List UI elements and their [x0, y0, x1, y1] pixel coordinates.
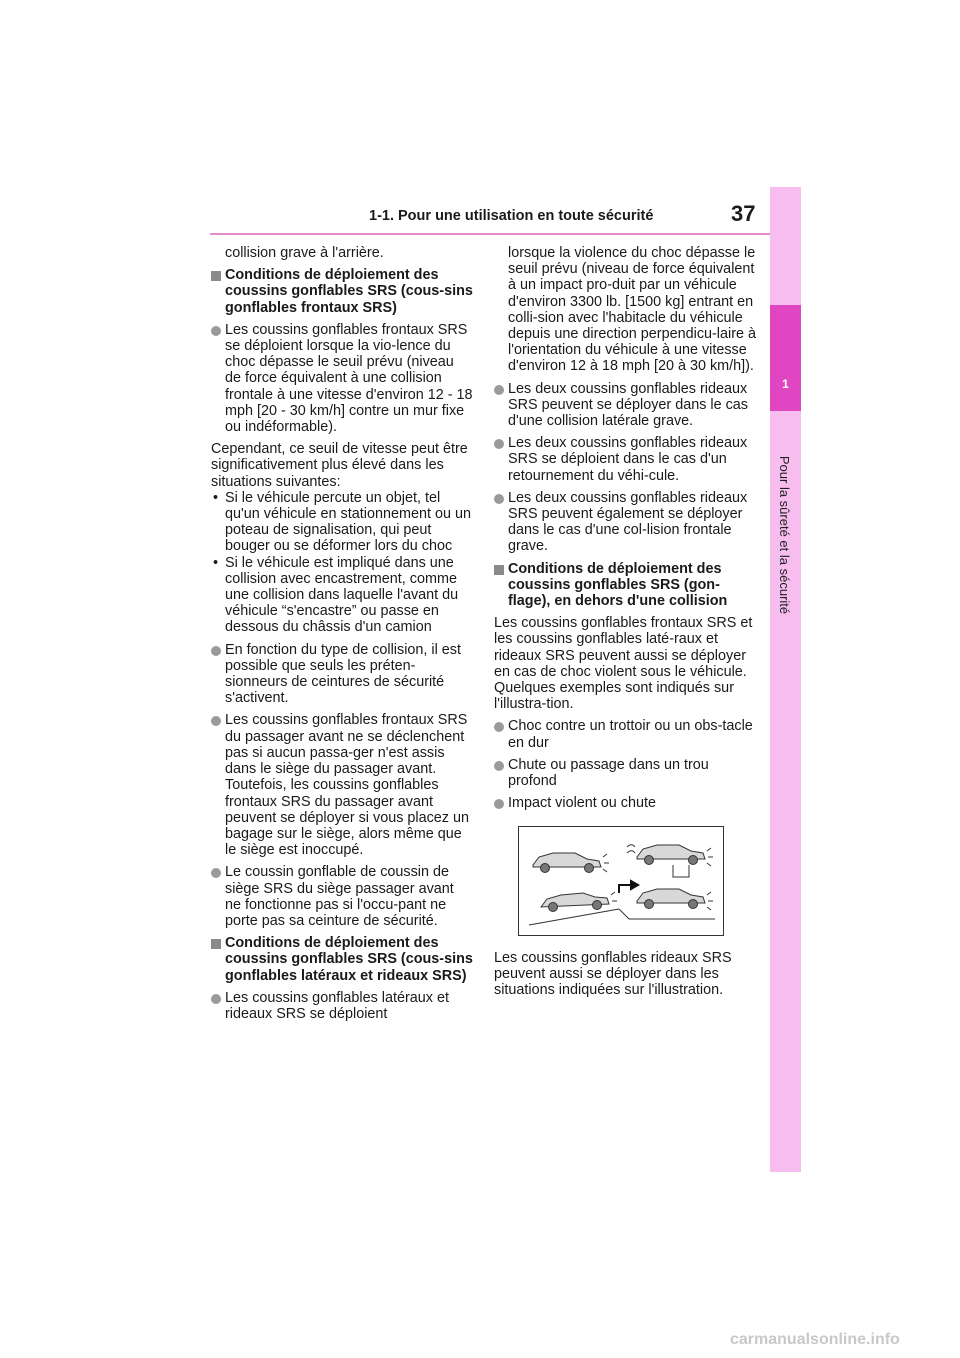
section-title: 1-1. Pour une utilisation en toute sécurité	[369, 208, 654, 224]
bullet-item: Les coussins gonflables latéraux et rideaux SRS se déploient	[211, 990, 473, 1022]
square-bullet-icon	[211, 939, 221, 949]
side-tab-section	[770, 305, 801, 411]
right-column	[494, 245, 756, 1004]
square-bullet-icon	[211, 271, 221, 281]
sub-item: • Si le véhicule est impliqué dans une collision avec encastrement, comme une collision dans laquelle l'avant du véhicule “s'encastre” ou passe en dessous du châssis d'un camion	[213, 554, 459, 636]
paragraph: Cependant, ce seuil de vitesse peut être significativement plus élevé dans les situations suivantes:	[211, 441, 468, 490]
bullet-item: Chute ou passage dans un trou profond	[494, 757, 756, 789]
impact-illustration	[518, 826, 724, 936]
dot-bullet-icon	[494, 385, 504, 395]
dot-bullet-icon	[211, 994, 221, 1004]
paragraph: collision grave à l'arrière.	[225, 245, 384, 261]
sub-bullet-icon: •	[213, 554, 219, 571]
bullet-item: Les coussins gonflables frontaux SRS se déploient lorsque la vio-lence du choc dépasse le seuil prévu (niveau de force équivalent à une collision frontale à une vitesse d'environ 12 - 18 mph [20 - 30 km/h] contre un mur fixe ou indéformable).	[211, 322, 473, 435]
section-heading: Conditions de déploiement des coussins gonflables SRS (cous-sins gonflables frontaux SRS)	[211, 267, 473, 316]
arrow-right-icon	[619, 881, 638, 893]
car-impact-diagram	[519, 827, 723, 935]
section-heading: Conditions de déploiement des coussins gonflables SRS (gon-flage), en dehors d'une collision	[494, 561, 756, 610]
page-number: 37	[731, 201, 756, 226]
car-landing-icon	[619, 889, 715, 919]
paragraph: lorsque la violence du choc dépasse le seuil prévu (niveau de force équivalent à un impact pro-duit par un véhicule d'environ 3300 lb. [1500 kg] entrant en colli-sion avec l'habitacle du véhicule depuis une direction perpendicu-laire à l'orientation du véhicule à une vitesse d'environ 12 à 18 mph [20 à 30 km/h]).	[508, 245, 756, 375]
dot-bullet-icon	[211, 646, 221, 656]
car-slope-icon	[529, 892, 619, 925]
dot-bullet-icon	[494, 494, 504, 504]
dot-bullet-icon	[494, 799, 504, 809]
dot-bullet-icon	[211, 868, 221, 878]
bullet-item: Choc contre un trottoir ou un obs-tacle en dur	[494, 718, 756, 750]
paragraph: Les coussins gonflables rideaux SRS peuvent aussi se déployer dans les situations indiquées sur l'illustration.	[494, 949, 732, 998]
header-rule	[210, 233, 770, 235]
side-tab-label: Pour la sûreté et la sécurité	[777, 455, 793, 615]
bullet-item: Les deux coussins gonflables rideaux SRS peuvent également se déployer dans le cas d'une col-lision frontale grave.	[494, 490, 756, 555]
dot-bullet-icon	[494, 439, 504, 449]
sub-bullet-icon: •	[213, 489, 219, 506]
sub-item: • Si le véhicule percute un objet, tel qu'un véhicule en stationnement ou un poteau de signalisation, qui peut bouger ou se déformer lors du choc	[213, 489, 471, 555]
bullet-item: Les coussins gonflables frontaux SRS du passager avant ne se déclenchent pas si aucun passa-ger n'est assis dans le siège du passager avant. Toutefois, les coussins gonflables frontaux SRS du passager avant peuvent se déployer si vous placez un bagage sur le siège, alors même que le siège est inoccupé.	[211, 712, 473, 858]
dot-bullet-icon	[211, 326, 221, 336]
left-column	[211, 245, 473, 1028]
bullet-item: Les deux coussins gonflables rideaux SRS se déploient dans le cas d'un retournement du véhi-cule.	[494, 435, 756, 484]
dot-bullet-icon	[494, 761, 504, 771]
car-curb-icon	[533, 853, 609, 873]
car-hole-icon	[627, 844, 713, 876]
dot-bullet-icon	[494, 722, 504, 732]
bullet-item: En fonction du type de collision, il est possible que seuls les préten-sionneurs de ceintures de sécurité s'activent.	[211, 642, 473, 707]
bullet-item: Les deux coussins gonflables rideaux SRS peuvent se déployer dans le cas d'une collision latérale grave.	[494, 381, 756, 430]
bullet-item: Le coussin gonflable de coussin de siège SRS du siège passager avant ne fonctionne pas si l'occu-pant ne porte pas sa ceinture de sécurité.	[211, 864, 473, 929]
section-number: 1	[782, 377, 789, 391]
section-heading: Conditions de déploiement des coussins gonflables SRS (cous-sins gonflables latéraux et rideaux SRS)	[211, 935, 473, 984]
square-bullet-icon	[494, 565, 504, 575]
dot-bullet-icon	[211, 716, 221, 726]
paragraph: Les coussins gonflables frontaux SRS et les coussins gonflables laté-raux et rideaux SRS peuvent aussi se déployer en cas de choc violent sous le véhicule. Quelques exemples sont indiqués sur l'illustra-tion.	[494, 615, 753, 713]
watermark: carmanualsonline.info	[730, 1331, 900, 1348]
bullet-item: Impact violent ou chute	[494, 795, 756, 811]
